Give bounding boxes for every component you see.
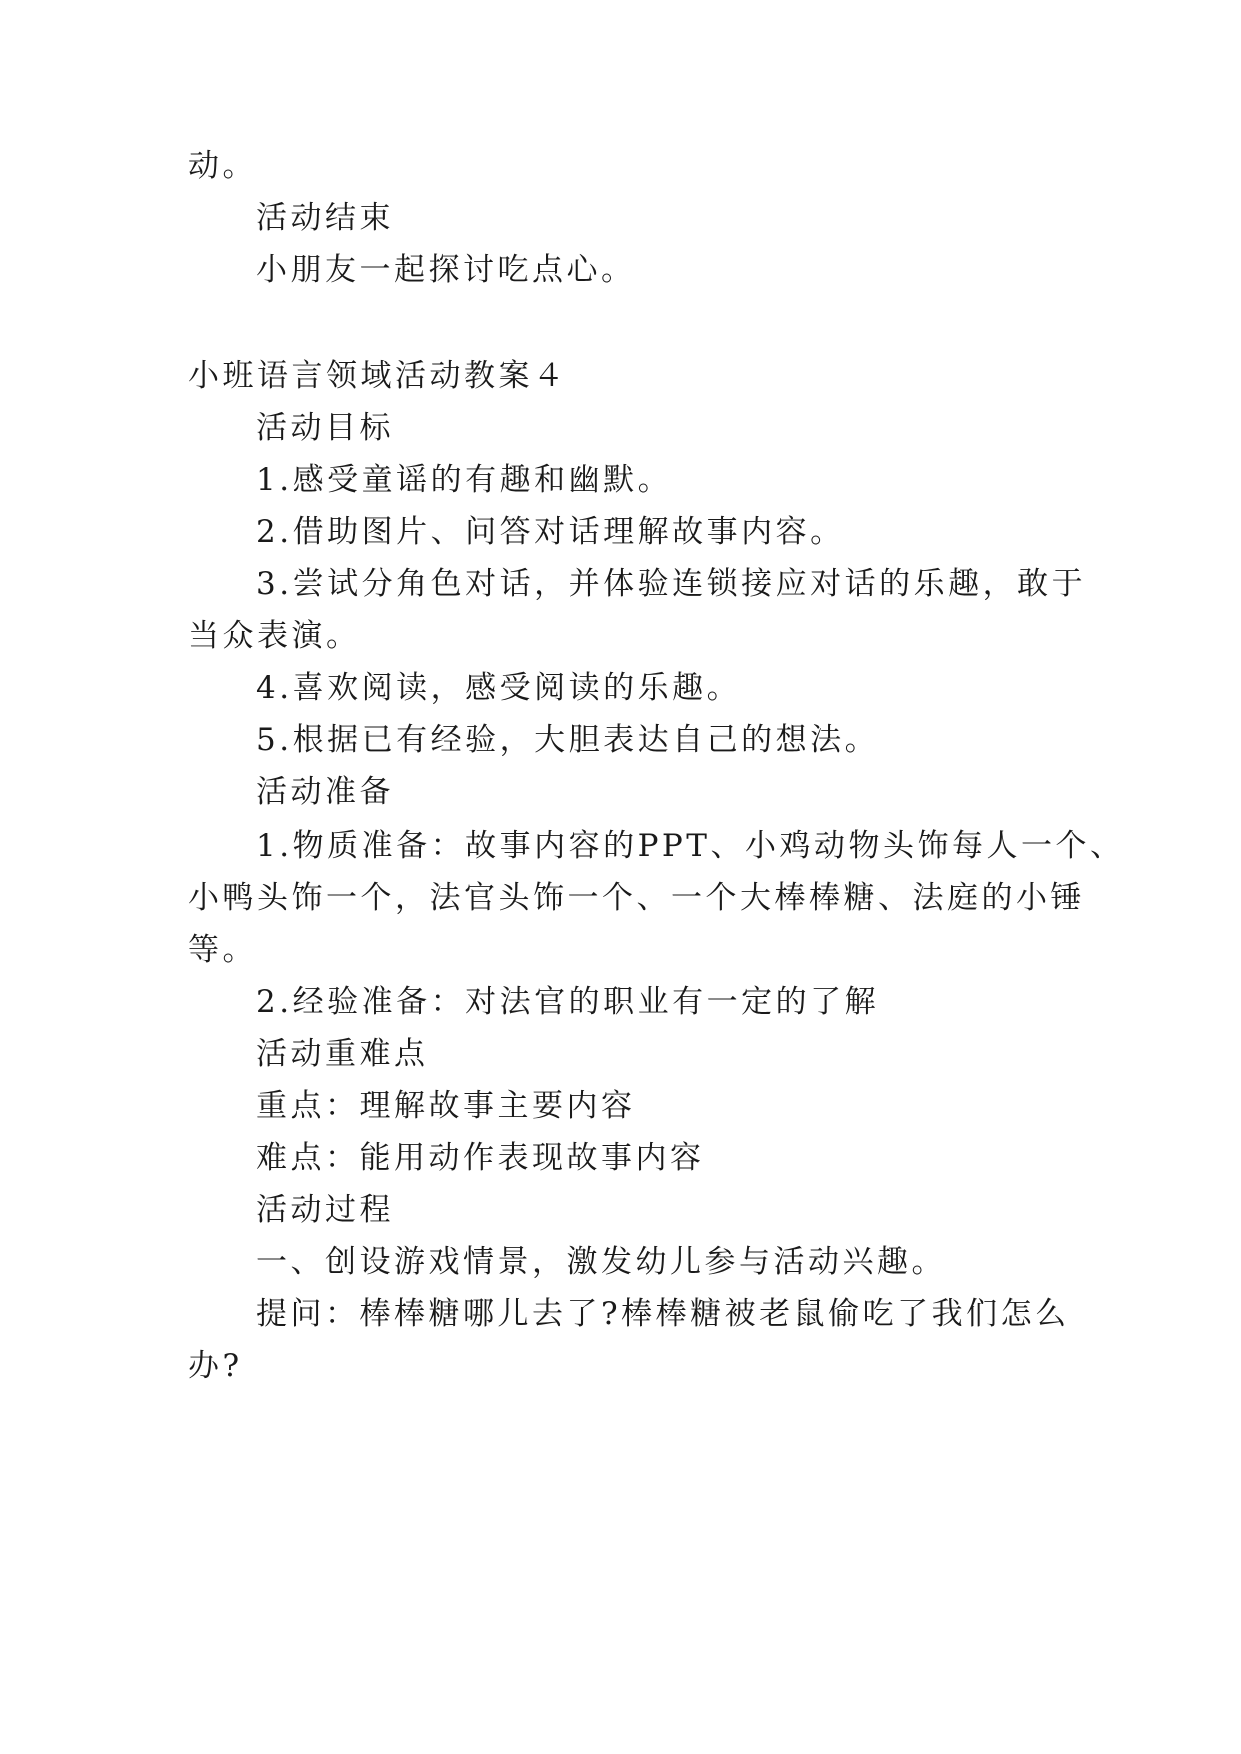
paragraph: 重点：理解故事主要内容 (256, 1088, 636, 1124)
paragraph: 小朋友一起探讨吃点心。 (256, 252, 636, 288)
list-item: 3.尝试分角色对话，并体验连锁接应对话的乐趣，敢于 (256, 566, 1087, 602)
list-item: 1.感受童谣的有趣和幽默。 (256, 462, 673, 498)
paragraph-continuation: 动。 (188, 148, 257, 184)
list-item-continuation: 当众表演。 (188, 618, 361, 654)
list-item: 2.借助图片、问答对话理解故事内容。 (256, 514, 845, 550)
paragraph: 提问：棒棒糖哪儿去了?棒棒糖被老鼠偷吃了我们怎么 (256, 1296, 1070, 1332)
list-item: 4.喜欢阅读，感受阅读的乐趣。 (256, 670, 742, 706)
list-item: 5.根据已有经验，大胆表达自己的想法。 (256, 722, 880, 758)
paragraph: 一、创设游戏情景，激发幼儿参与活动兴趣。 (256, 1244, 946, 1280)
section-heading-key-points: 活动重难点 (256, 1036, 429, 1072)
section-heading-activity-end: 活动结束 (256, 200, 394, 236)
list-item: 1.物质准备：故事内容的PPT、小鸡动物头饰每人一个、 (256, 828, 1125, 864)
section-heading-preparation: 活动准备 (256, 774, 394, 810)
list-item: 2.经验准备：对法官的职业有一定的了解 (256, 984, 880, 1020)
section-heading-goals: 活动目标 (256, 410, 394, 446)
section-heading-process: 活动过程 (256, 1192, 394, 1228)
document-title: 小班语言领域活动教案４ (188, 358, 568, 394)
list-item-continuation: 等。 (188, 932, 257, 968)
paragraph: 难点：能用动作表现故事内容 (256, 1140, 705, 1176)
paragraph-continuation: 办? (188, 1348, 243, 1384)
list-item-continuation: 小鸭头饰一个，法官头饰一个、一个大棒棒糖、法庭的小锤 (188, 880, 1085, 916)
